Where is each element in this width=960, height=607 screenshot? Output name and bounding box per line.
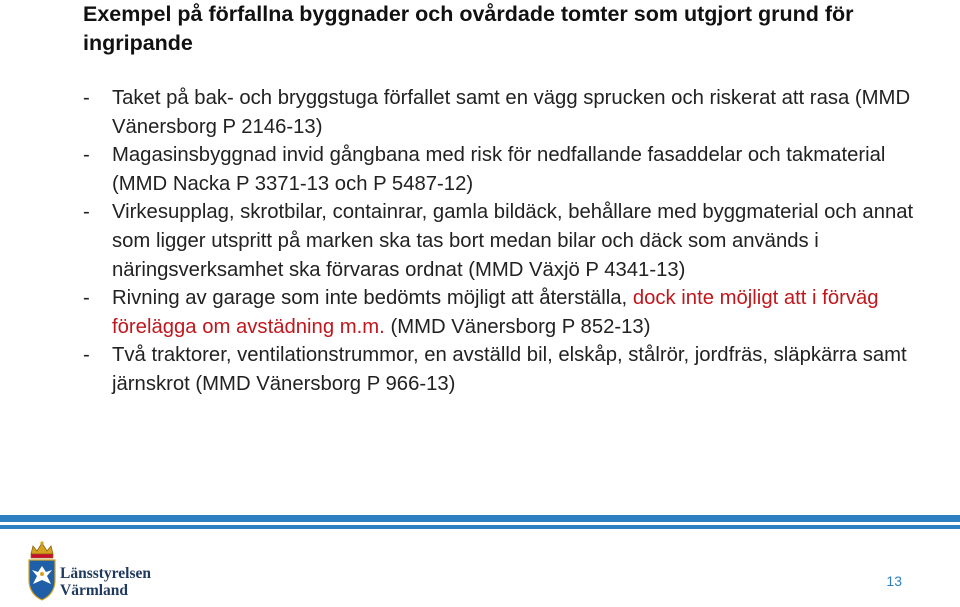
bullet-item <box>83 198 943 284</box>
bullet-dash: - <box>83 201 90 224</box>
bullet-text-part: Rivning av garage som inte bedömts möjligt att återställa, <box>112 287 633 310</box>
bullet-item <box>83 141 943 198</box>
bullet-highlight-text: dock inte möjligt att i förväg förelägga om avstädning m.m. <box>112 287 879 338</box>
footer-stripes <box>0 515 960 529</box>
bullet-text: Virkesupplag, skrotbilar, containrar, gamla bildäck, behållare med byggmaterial och annat som ligger utspritt på marken ska tas bort medan bilar och däck som används i näringsverksamhet ska förvaras ordnat (MMD Växjö P 4341-13) <box>112 201 914 281</box>
logo-text <box>60 565 151 599</box>
bullet-dash: - <box>83 87 90 109</box>
footer-stripe-bottom <box>0 525 960 529</box>
lansstyrelsen-logo <box>25 540 165 604</box>
bullet-text-part: (MMD Vänersborg P 852-13) <box>384 315 651 338</box>
bullet-text: Två traktorer, ventilationstrummor, en avställd bil, elskåp, stålrör, jordfräs, släpkärra samt järnskrot (MMD Vänersborg P 966-13) <box>112 344 907 395</box>
bullet-text: Taket på bak- och bryggstuga förfallet samt en vägg sprucken och riskerat att rasa (MMD Vänersborg P 2146-13) <box>112 87 911 138</box>
logo-line2: Värmland <box>60 582 129 599</box>
bullet-item <box>83 341 943 398</box>
bullet-list <box>83 84 943 399</box>
coat-of-arms-icon <box>25 540 59 604</box>
bullet-item <box>83 284 943 341</box>
slide-title: Exempel på förfallna byggnader och ovårdade tomter som utgjort grund för ingripande <box>83 2 854 55</box>
bullet-dash: - <box>83 287 90 310</box>
footer-stripe-top <box>0 515 960 522</box>
bullet-dash: - <box>83 344 90 367</box>
bullet-text: Magasinsbyggnad invid gångbana med risk för nedfallande fasaddelar och takmaterial (MMD Nacka P 3371-13 och P 5487-12) <box>112 144 886 195</box>
logo-line1: Länsstyrelsen <box>60 565 152 582</box>
bullet-dash: - <box>83 144 90 167</box>
bullet-item <box>83 84 943 141</box>
page-number: 13 <box>886 573 902 589</box>
